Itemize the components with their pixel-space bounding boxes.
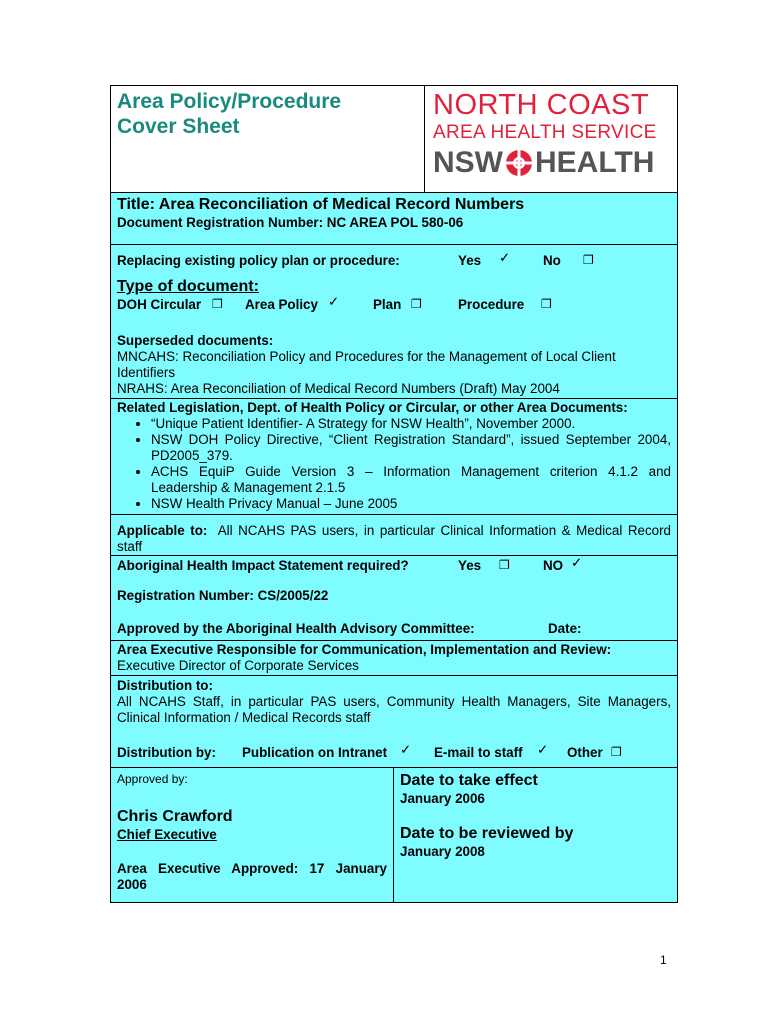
area-policy-checkmark-icon: ✓ [328,295,340,310]
header-row [111,86,677,193]
logo-line1: NORTH COAST [433,89,650,121]
logo-nsw-text: NSW [433,146,503,179]
title-row [111,193,677,245]
superseded-item-2: NRAHS: Area Reconciliation of Medical Record Numbers (Draft) May 2004 [117,381,560,396]
procedure-checkbox-icon: ❐ [541,297,552,311]
logo-nsw-health [433,145,671,181]
header-title-cell [111,86,425,192]
aboriginal-yes-checkbox-icon: ❐ [499,558,510,572]
executive-approved: Area Executive Approved: 17 January 2006 [117,861,387,892]
email-checkmark-icon: ✓ [537,743,549,758]
area-policy-label: Area Policy [245,297,318,312]
aboriginal-label: Aboriginal Health Impact Statement required? [117,558,409,573]
effect-date: January 2006 [400,791,485,806]
applicable-label: Applicable to: [117,523,208,538]
intranet-checkmark-icon: ✓ [400,743,412,758]
approval-right-cell [394,768,677,902]
executive-row [111,641,677,676]
superseded-section [117,333,671,397]
other-checkbox-icon: ❐ [611,745,622,759]
superseded-heading: Superseded documents: [117,333,274,348]
logo-health-text: HEALTH [535,146,655,179]
executive-value: Executive Director of Corporate Services [117,658,359,673]
document-details-row [111,245,677,399]
review-heading: Date to be reviewed by [400,825,574,842]
approved-by-label: Approved by: [117,772,188,786]
plan-checkbox-icon: ❐ [411,297,422,311]
replacing-yes-label: Yes [458,253,482,268]
policy-title: Title: Area Reconciliation of Medical Record Numbers [117,196,525,213]
registration-number: Document Registration Number: NC AREA POL 580-06 [117,215,464,230]
applicable-row [111,515,677,556]
list-item: • NSW Health Privacy Manual – June 2005 [151,496,671,512]
document-title-line1: Area Policy/Procedure [117,90,342,113]
logo-line2: AREA HEALTH SERVICE [433,122,657,143]
distribution-by-label: Distribution by: [117,745,216,760]
email-label: E-mail to staff [434,745,523,760]
replacing-no-checkbox-icon: ❐ [583,253,594,267]
superseded-item-1: MNCAHS: Reconciliation Policy and Procedures for the Management of Local Client Identifiers [117,349,616,380]
aboriginal-date-label: Date: [548,621,582,636]
approval-left-cell [111,768,394,902]
aboriginal-no-checkmark-icon: ✓ [571,556,583,571]
review-date: January 2008 [400,844,485,859]
approver-role: Chief Executive [117,827,217,842]
aboriginal-no-label: NO [543,558,564,573]
distribution-section [117,678,671,726]
plan-label: Plan [373,297,402,312]
applicable-to [111,523,677,555]
aboriginal-yes-label: Yes [458,558,482,573]
distribution-label: Distribution to: [117,678,213,693]
distribution-row [111,676,677,768]
type-of-document-heading: Type of document: [117,278,259,295]
replacing-label: Replacing existing policy plan or procedure: [117,253,400,268]
list-item: • “Unique Patient Identifier- A Strategy for NSW Health”, November 2000. [151,416,671,432]
aboriginal-row [111,556,677,641]
doh-circular-label: DOH Circular [117,297,202,312]
related-list [111,416,671,512]
approval-row [111,768,677,902]
procedure-label: Procedure [458,297,525,312]
aboriginal-approved-label: Approved by the Aboriginal Health Advisory Committee: [117,621,475,636]
list-item: • ACHS EquiP Guide Version 3 – Information Management criterion 4.1.2 and Leadership & Management 2.1.5 [151,464,671,496]
replacing-yes-checkmark-icon: ✓ [499,251,511,266]
effect-heading: Date to take effect [400,772,538,789]
related-documents-row [111,399,677,515]
executive-label: Area Executive Responsible for Communication, Implementation and Review: [117,642,612,657]
intranet-label: Publication on Intranet [242,745,388,760]
list-item: • NSW DOH Policy Directive, “Client Registration Standard”, issued September 2004, PD2005_379. [151,432,671,464]
aboriginal-registration: Registration Number: CS/2005/22 [117,588,329,603]
logo [425,86,677,192]
page-number: 1 [660,953,667,967]
cover-sheet-table [110,85,678,903]
replacing-no-label: No [543,253,561,268]
approver-name: Chris Crawford [117,808,233,825]
waratah-icon [504,148,534,178]
related-heading: Related Legislation, Dept. of Health Policy or Circular, or other Area Documents: [117,400,628,415]
other-label: Other [567,745,603,760]
applicable-value: All NCAHS PAS users, in particular Clinical Information & Medical Record staff [117,523,672,554]
doh-circular-checkbox-icon: ❐ [212,297,223,311]
distribution-value: All NCAHS Staff, in particular PAS users, Community Health Managers, Site Managers, Clinical Information / Medical Records staff [117,694,671,725]
document-title-line2: Cover Sheet [117,115,240,138]
